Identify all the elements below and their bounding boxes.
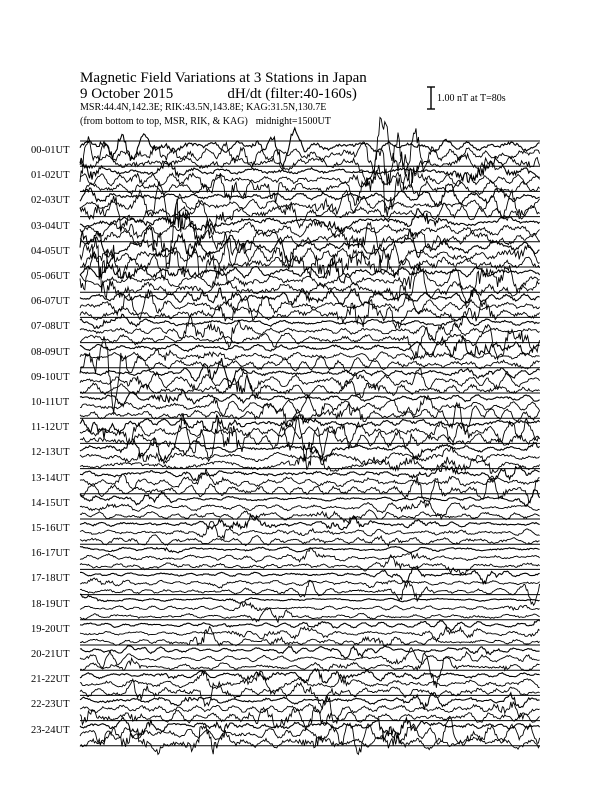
hour-label: 07-08UT — [31, 321, 70, 333]
hour-label: 22-23UT — [31, 699, 70, 711]
trace-group — [80, 118, 540, 755]
order-note: (from bottom to top, MSR, RIK, & KAG) — [80, 116, 248, 127]
station-trace-msr — [80, 510, 540, 523]
hour-label: 11-12UT — [31, 422, 70, 434]
station-trace-msr — [80, 726, 540, 755]
chart-title: Magnetic Field Variations at 3 Stations in Japan — [80, 70, 367, 86]
hour-label: 17-18UT — [31, 573, 70, 585]
hour-label: 16-17UT — [31, 548, 70, 560]
hour-label: 15-16UT — [31, 523, 70, 534]
station-trace-rik — [80, 522, 540, 539]
scale-bar — [427, 87, 435, 109]
station-trace-msr — [80, 165, 540, 216]
hour-label: 23-24UT — [31, 724, 70, 736]
station-trace-rik — [80, 578, 540, 588]
station-trace-rik — [80, 603, 540, 611]
hour-label: 01-02UT — [31, 170, 70, 182]
station-trace-rik — [80, 716, 540, 754]
station-trace-msr — [80, 476, 540, 508]
midnight-note: midnight=1500UT — [255, 116, 331, 127]
hour-label: 10-11UT — [31, 397, 70, 408]
hour-label: 08-09UT — [31, 346, 70, 358]
hour-label: 13-14UT — [31, 472, 70, 484]
station-trace-msr — [80, 375, 540, 398]
hour-label: 02-03UT — [31, 195, 70, 207]
scale-label: 1.00 nT at T=80s — [437, 93, 506, 104]
station-trace-kag — [80, 620, 540, 631]
hour-label: 03-04UT — [31, 220, 70, 232]
quantity-label: dH/dt (filter:40-160s) — [227, 86, 357, 102]
hour-label: 06-07UT — [31, 296, 70, 308]
date-label: 9 October 2015 — [80, 86, 174, 102]
stations-label: MSR:44.4N,142.3E; RIK:43.5N,143.8E; KAG:31.5N,130.7E — [80, 102, 327, 113]
hour-label: 12-13UT — [31, 447, 70, 459]
hour-label: 05-06UT — [31, 271, 70, 282]
hour-label: 19-20UT — [31, 623, 70, 635]
hour-label: 14-15UT — [31, 497, 70, 509]
hour-label: 21-22UT — [31, 674, 70, 686]
station-trace-kag — [80, 594, 540, 603]
station-trace-kag — [80, 490, 540, 507]
station-trace-rik — [80, 548, 540, 562]
station-trace-rik — [80, 627, 540, 641]
hour-label: 04-05UT — [31, 245, 70, 257]
hour-label: 20-21UT — [31, 649, 70, 660]
hour-label: 09-10UT — [31, 371, 70, 383]
station-trace-msr — [80, 555, 540, 575]
hour-label: 18-19UT — [31, 598, 70, 610]
hour-label: 00-01UT — [31, 145, 70, 156]
